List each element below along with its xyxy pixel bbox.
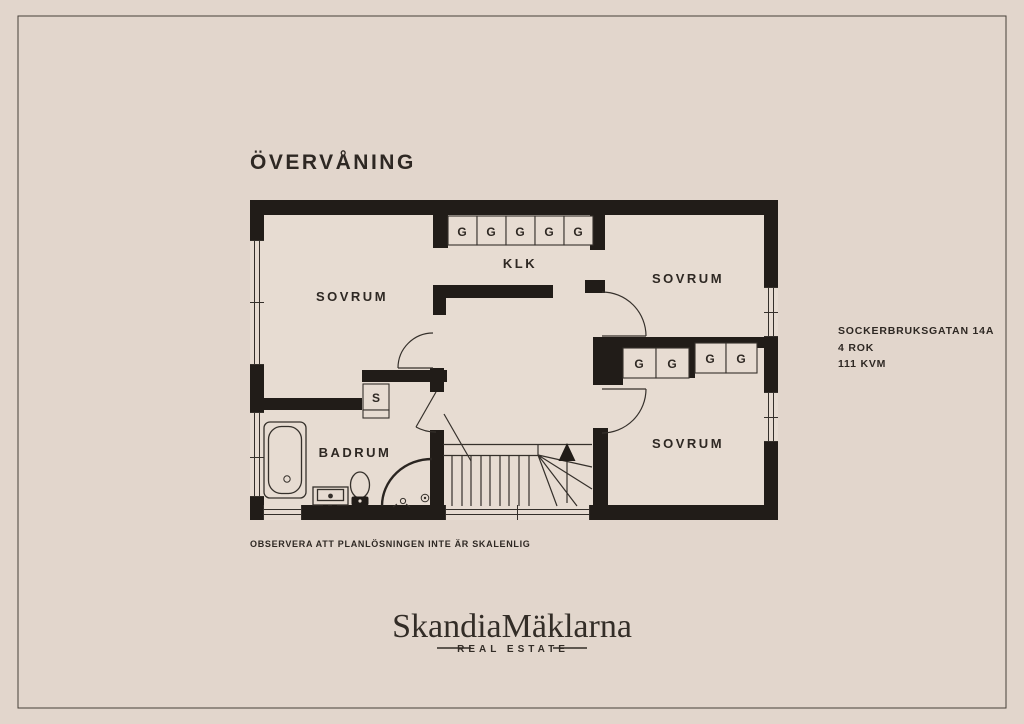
room-label-bedroom-top-right: SOVRUM (651, 271, 725, 286)
bathtub (264, 422, 306, 498)
brand-name: SkandiaMäklarna (392, 608, 632, 645)
brand-logo (392, 608, 632, 655)
klk-wardrobe-row (448, 216, 593, 245)
wardrobe-label: G (634, 357, 644, 371)
wardrobe-label: G (705, 352, 715, 366)
wardrobe-label: G (573, 225, 583, 239)
disclaimer-note: OBSERVERA ATT PLANLÖSNINGEN INTE ÄR SKALENLIG (250, 539, 531, 549)
window-right-bottom-bedroom (764, 392, 778, 442)
property-address: SOCKERBRUKSGATAN 14A (838, 325, 995, 337)
wardrobe-label: G (544, 225, 554, 239)
room-label-klk: KLK (502, 256, 538, 271)
room-label-bedroom-bottom-right: SOVRUM (651, 436, 725, 451)
room-label-bedroom-left: SOVRUM (315, 289, 389, 304)
window-bottom-bathroom (263, 505, 302, 520)
window-right-top-bedroom (764, 287, 778, 337)
window-bottom-stairs (445, 505, 590, 520)
wardrobe-label: G (486, 225, 496, 239)
window-left-bedroom (250, 240, 264, 365)
wardrobe-label: G (736, 352, 746, 366)
wardrobe-label: G (667, 357, 677, 371)
property-area: 111 KVM (838, 358, 887, 370)
room-label-bathroom: BADRUM (318, 445, 392, 460)
wardrobe-label: G (457, 225, 467, 239)
toilet (351, 472, 370, 506)
property-rooms: 4 ROK (838, 342, 875, 354)
cabinet-label: S (371, 391, 381, 405)
wardrobe-label: G (515, 225, 525, 239)
property-info (838, 325, 994, 370)
brand-tagline: REAL ESTATE (457, 644, 569, 655)
cleaning-cabinet (363, 384, 389, 418)
page-title: ÖVERVÅNING (250, 151, 416, 174)
window-left-bathroom (250, 412, 264, 497)
